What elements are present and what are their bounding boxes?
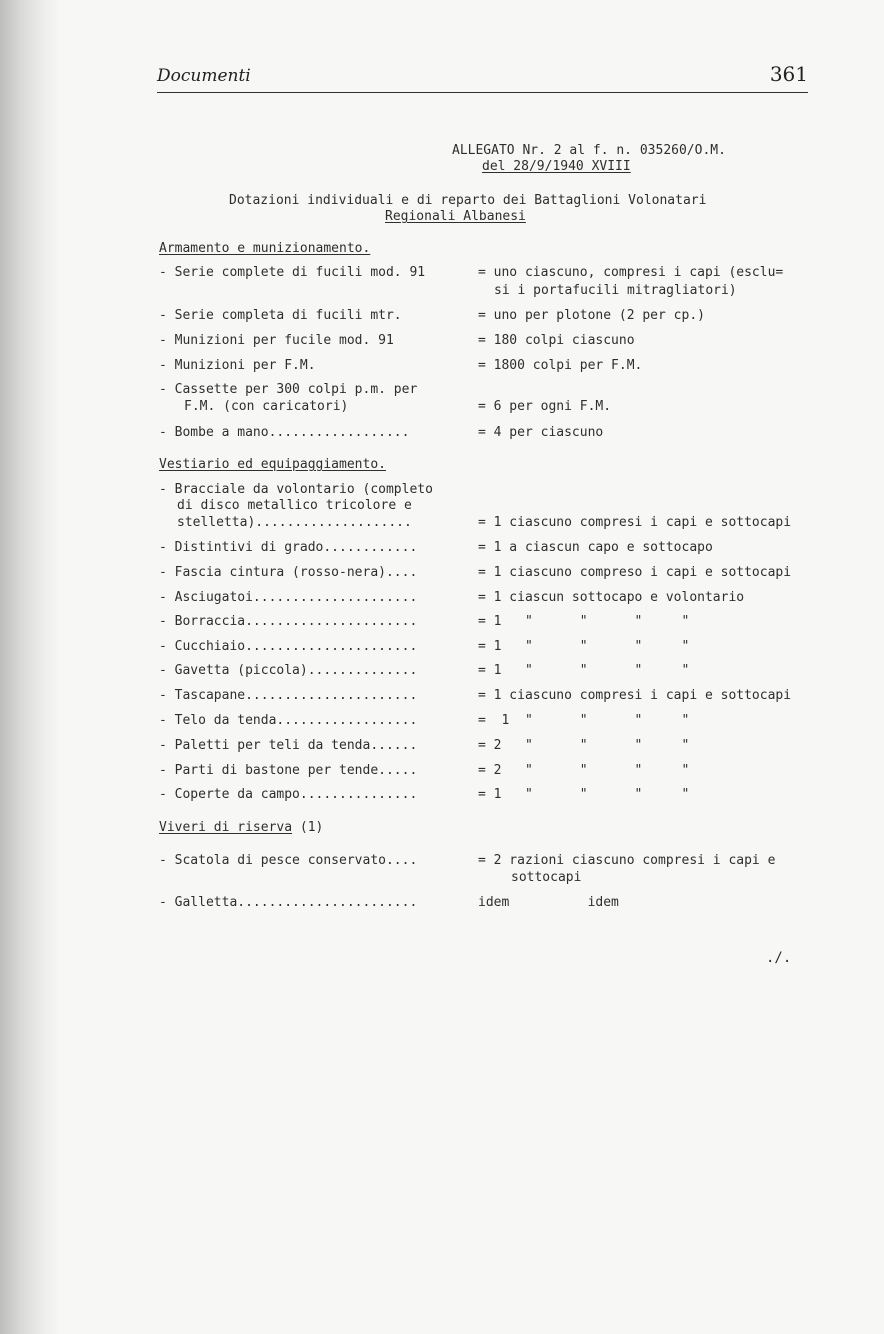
list-item-value: = 2 razioni ciascuno compresi i capi e (478, 853, 776, 868)
list-item: - Distintivi di grado............ (159, 540, 418, 555)
list-item-value: = 4 per ciascuno (478, 425, 604, 440)
list-item-value: sottocapi (511, 870, 582, 885)
list-item: - Serie completa di fucili mtr. (159, 308, 402, 323)
list-item-value: = 1 " " " " (478, 614, 690, 629)
list-item-value: = uno per plotone (2 per cp.) (478, 308, 705, 323)
page-number: 361 (769, 62, 808, 86)
list-item-value: = 6 per ogni F.M. (478, 399, 612, 414)
list-item-value: = 1 ciascuno compreso i capi e sottocapi (478, 565, 792, 580)
section-heading-viveri (159, 820, 323, 836)
list-item: - Serie complete di fucili mod. 91 (159, 265, 426, 280)
viveri-heading-text: Viveri di riserva (159, 820, 293, 835)
document-title: Dotazioni individuali e di reparto dei Battaglioni Volonatari (229, 193, 707, 208)
allegato-line: ALLEGATO Nr. 2 al f. n. 035260/O.M. (452, 143, 726, 158)
list-item-value: idem idem (478, 895, 619, 910)
book-spine-shadow (0, 0, 60, 1334)
list-item: - Scatola di pesce conservato.... (159, 853, 418, 868)
footnote-ref: (1) (292, 820, 324, 835)
list-item: - Bombe a mano.................. (159, 425, 410, 440)
list-item: - Paletti per teli da tenda...... (159, 738, 418, 753)
list-item-value: = 1 ciascuno compresi i capi e sottocapi (478, 515, 792, 530)
list-item: - Borraccia...................... (159, 614, 418, 629)
list-item: F.M. (con caricatori) (184, 399, 349, 414)
list-item-value: = 2 " " " " (478, 763, 690, 778)
list-item-value: = 1 " " " " (478, 639, 690, 654)
list-item: - Tascapane...................... (159, 688, 418, 703)
list-item-value: = 1 ciascuno compresi i capi e sottocapi (478, 688, 792, 703)
document-title-line2: Regionali Albanesi (385, 209, 526, 224)
list-item: - Fascia cintura (rosso-nera).... (159, 565, 418, 580)
list-item-value: = 1 ciascun sottocapo e volontario (478, 590, 745, 605)
list-item: - Cucchiaio...................... (159, 639, 418, 654)
list-item-value: = 2 " " " " (478, 738, 690, 753)
list-item-value: = 1800 colpi per F.M. (478, 358, 643, 373)
section-title: Documenti (157, 66, 251, 86)
list-item: di disco metallico tricolore e (177, 498, 412, 513)
running-head (157, 62, 808, 93)
list-item: - Bracciale da volontario (completo (159, 482, 433, 497)
list-item: - Asciugatoi..................... (159, 590, 418, 605)
list-item: - Munizioni per fucile mod. 91 (159, 333, 394, 348)
list-item: - Gavetta (piccola).............. (159, 663, 418, 678)
list-item: - Telo da tenda.................. (159, 713, 418, 728)
list-item-value: = uno ciascuno, compresi i capi (esclu= (478, 265, 784, 280)
list-item-value: = 1 " " " " (478, 713, 690, 728)
continuation-mark: ./. (766, 950, 792, 966)
list-item-value: = 1 a ciascun capo e sottocapo (478, 540, 713, 555)
section-heading-armamento: Armamento e munizionamento. (159, 241, 371, 256)
list-item-value: = 180 colpi ciascuno (478, 333, 635, 348)
list-item: - Munizioni per F.M. (159, 358, 316, 373)
list-item: - Galletta....................... (159, 895, 418, 910)
section-heading-vestiario: Vestiario ed equipaggiamento. (159, 457, 386, 472)
list-item: stelletta).................... (177, 515, 412, 530)
list-item: - Cassette per 300 colpi p.m. per (159, 382, 418, 397)
allegato-date: del 28/9/1940 XVIII (482, 159, 631, 174)
list-item-value: = 1 " " " " (478, 663, 690, 678)
list-item: - Coperte da campo............... (159, 787, 418, 802)
list-item: - Parti di bastone per tende..... (159, 763, 418, 778)
list-item-value: = 1 " " " " (478, 787, 690, 802)
list-item-value: si i portafucili mitragliatori) (494, 283, 737, 298)
